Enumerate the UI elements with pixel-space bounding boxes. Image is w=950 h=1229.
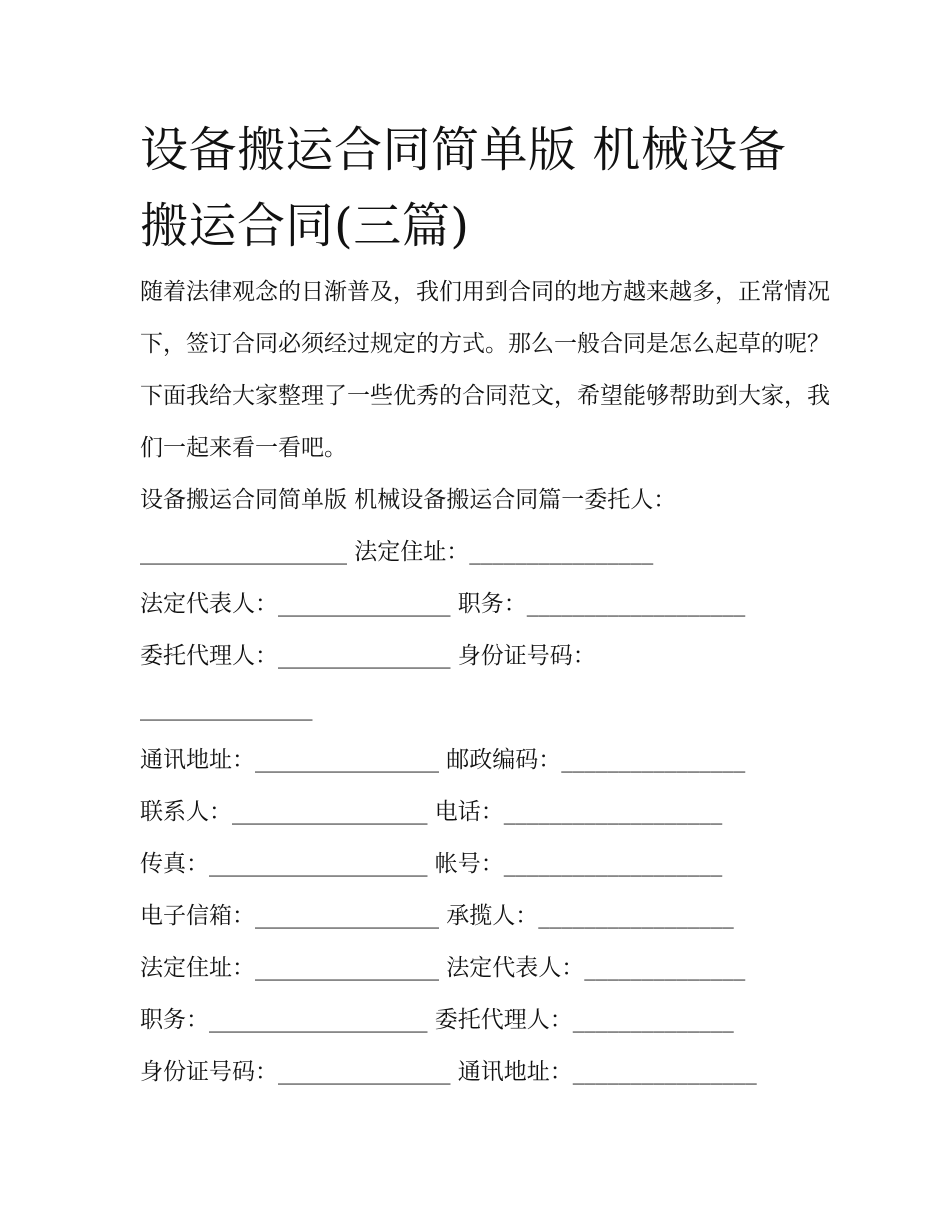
contract-line-mail-address: 通讯地址：________________ 邮政编码：________________ [140, 747, 746, 773]
contract-line-heading: 设备搬运合同简单版 机械设备搬运合同篇一委托人： [140, 487, 677, 513]
contract-line-email-contractor: 电子信箱：________________ 承揽人：_________________ [140, 903, 734, 929]
contract-line-contact-phone: 联系人：_________________ 电话：___________________ [140, 799, 723, 825]
contract-line-agent-id: 委托代理人：_______________ 身份证号码： [140, 643, 596, 669]
contract-line-id-blank: _______________ [140, 695, 313, 721]
contract-line-client-address: __________________ 法定住址：________________ [140, 539, 654, 565]
document-title: 设备搬运合同简单版 机械设备搬运合同(三篇) [140, 122, 787, 254]
contract-line-legal-rep: 法定代表人：_______________ 职务：___________________ [140, 591, 746, 617]
intro-paragraph: 随着法律观念的日渐普及，我们用到合同的地方越来越多，正常情况下，签订合同必须经过规定的方式。那么一般合同是怎么起草的呢？下面我给大家整理了一些优秀的合同范文，希望能够帮助到大家，我们一起来看一看吧。 [140, 279, 830, 461]
contract-line-fax-account: 传真：___________________ 帐号：___________________ [140, 851, 723, 877]
contract-line-position-agent: 职务：___________________ 委托代理人：______________ [140, 1007, 734, 1033]
contract-line-id-address: 身份证号码：_______________ 通讯地址：________________ [140, 1059, 757, 1085]
document-page [140, 112, 830, 1098]
contract-line-address-rep: 法定住址：________________ 法定代表人：______________ [140, 955, 746, 981]
